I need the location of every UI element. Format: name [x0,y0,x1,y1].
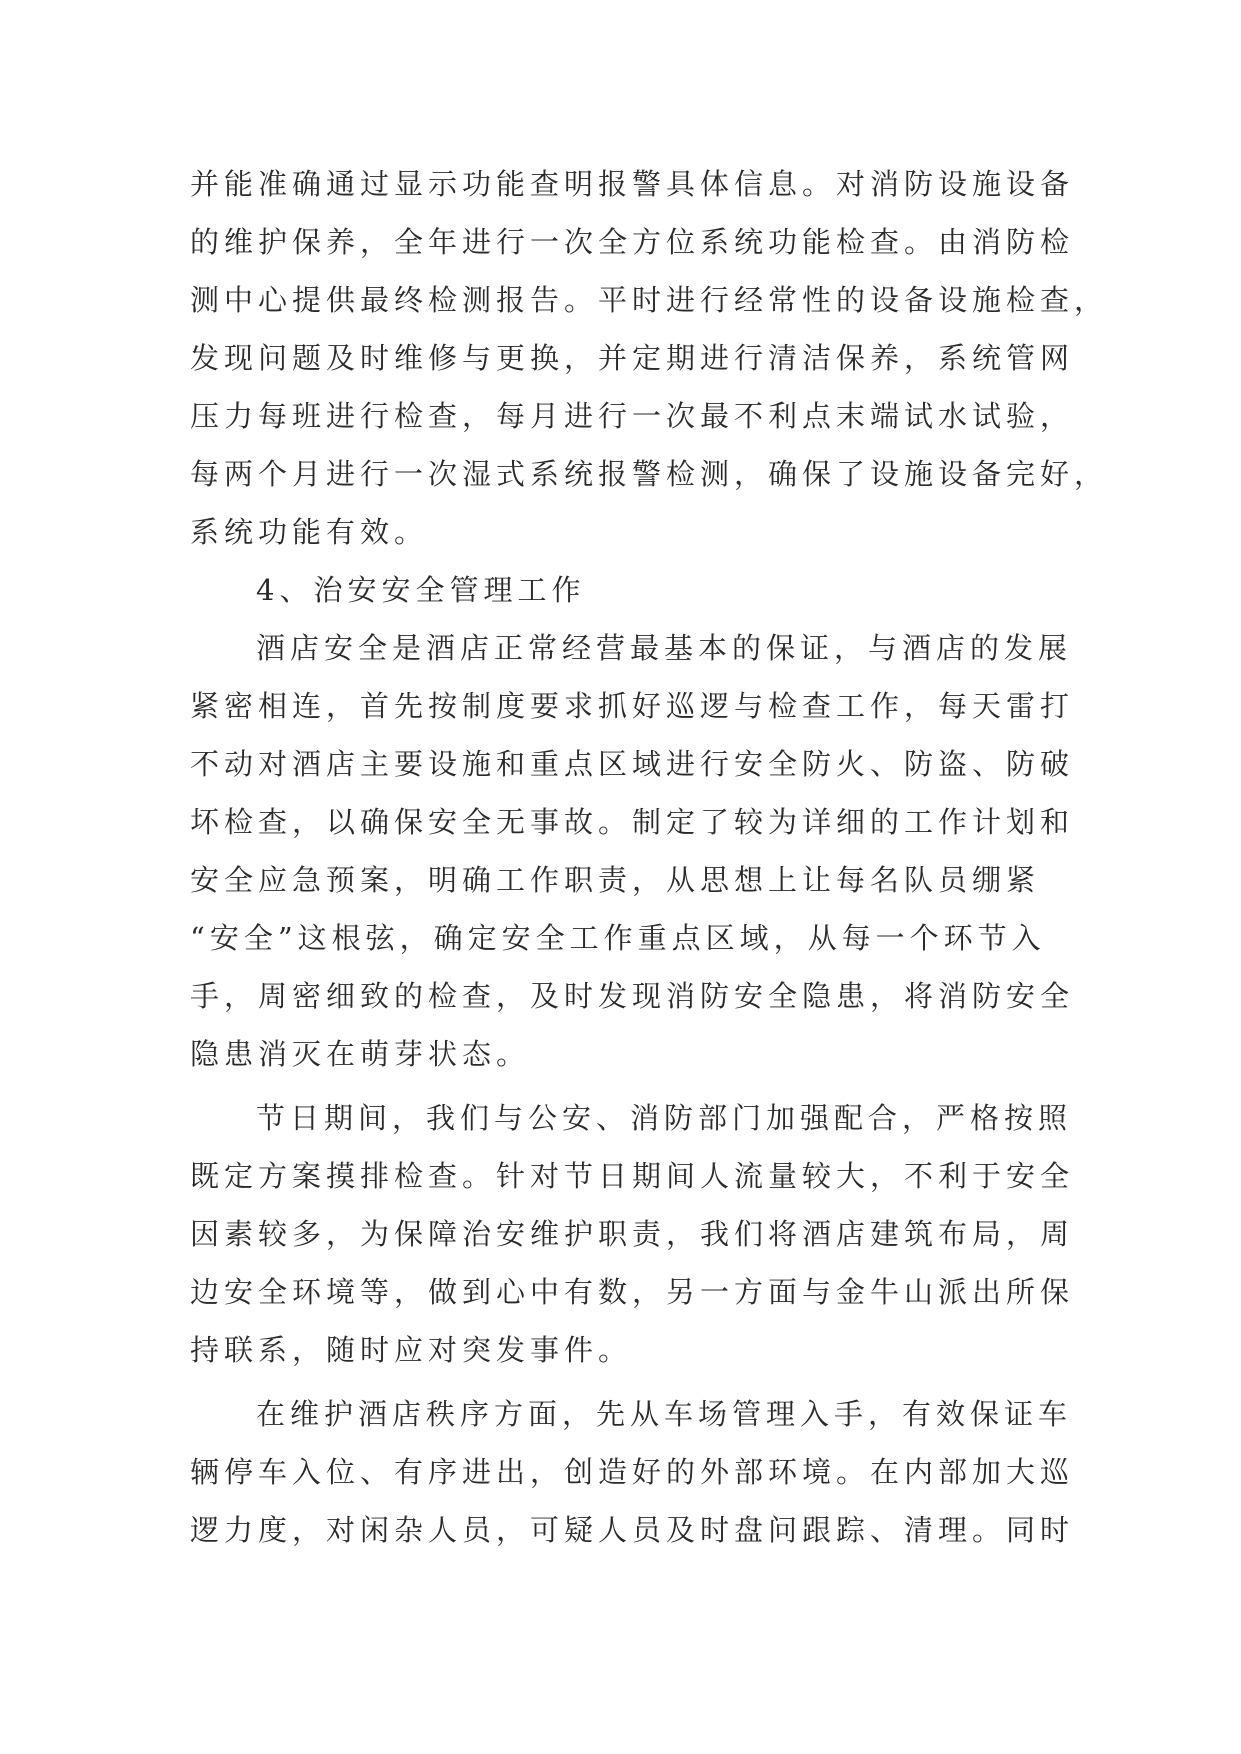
text-line: 逻力度，对闲杂人员，可疑人员及时盘问跟踪、清理。同时 [190,1513,1075,1547]
text-line: 辆停车入位、有序进出，创造好的外部环境。在内部加大巡 [190,1455,1075,1489]
text-line: 边安全环境等，做到心中有数，另一方面与金牛山派出所保 [190,1275,1075,1309]
text-line: 并能准确通过显示功能查明报警具体信息。对消防设施设备 [190,167,1075,201]
text-line: 坏检查，以确保安全无事故。制定了较为详细的工作计划和 [190,805,1075,839]
text-line: 持联系，随时应对突发事件。 [190,1333,633,1367]
text-line: 的维护保养，全年进行一次全方位系统功能检查。由消防检 [190,225,1075,259]
paragraph-start-line: 节日期间，我们与公安、消防部门加强配合，严格按照 [256,1101,1073,1135]
text-line: 安全应急预案，明确工作职责，从思想上让每名队员绷紧 [190,863,1041,897]
text-line: 隐患消灭在萌芽状态。 [190,1037,531,1071]
section-heading: 4、治安安全管理工作 [256,573,586,607]
text-line: 紧密相连，首先按制度要求抓好巡逻与检查工作，每天雷打 [190,689,1075,723]
text-line: 不动对酒店主要设施和重点区域进行安全防火、防盗、防破 [190,747,1075,781]
text-line: 既定方案摸排检查。针对节日期间人流量较大，不利于安全 [190,1159,1075,1193]
text-line: 测中心提供最终检测报告。平时进行经常性的设备设施检查， [190,283,1109,317]
text-line: 因素较多，为保障治安维护职责，我们将酒店建筑布局，周 [190,1217,1075,1251]
text-line: “安全”这根弦，确定安全工作重点区域，从每一个环节入 [190,921,1046,955]
text-line: 压力每班进行检查，每月进行一次最不利点末端试水试验， [190,399,1075,433]
document-body [190,155,1109,1559]
text-line: 手，周密细致的检查，及时发现消防安全隐患，将消防安全 [190,979,1075,1013]
paragraph-start-line: 酒店安全是酒店正常经营最基本的保证，与酒店的发展 [256,631,1073,665]
paragraph-start-line: 在维护酒店秩序方面，先从车场管理入手，有效保证车 [256,1397,1073,1431]
text-line: 每两个月进行一次湿式系统报警检测，确保了设施设备完好， [190,457,1109,491]
text-line: 系统功能有效。 [190,515,429,549]
text-line: 发现问题及时维修与更换，并定期进行清洁保养，系统管网 [190,341,1075,375]
